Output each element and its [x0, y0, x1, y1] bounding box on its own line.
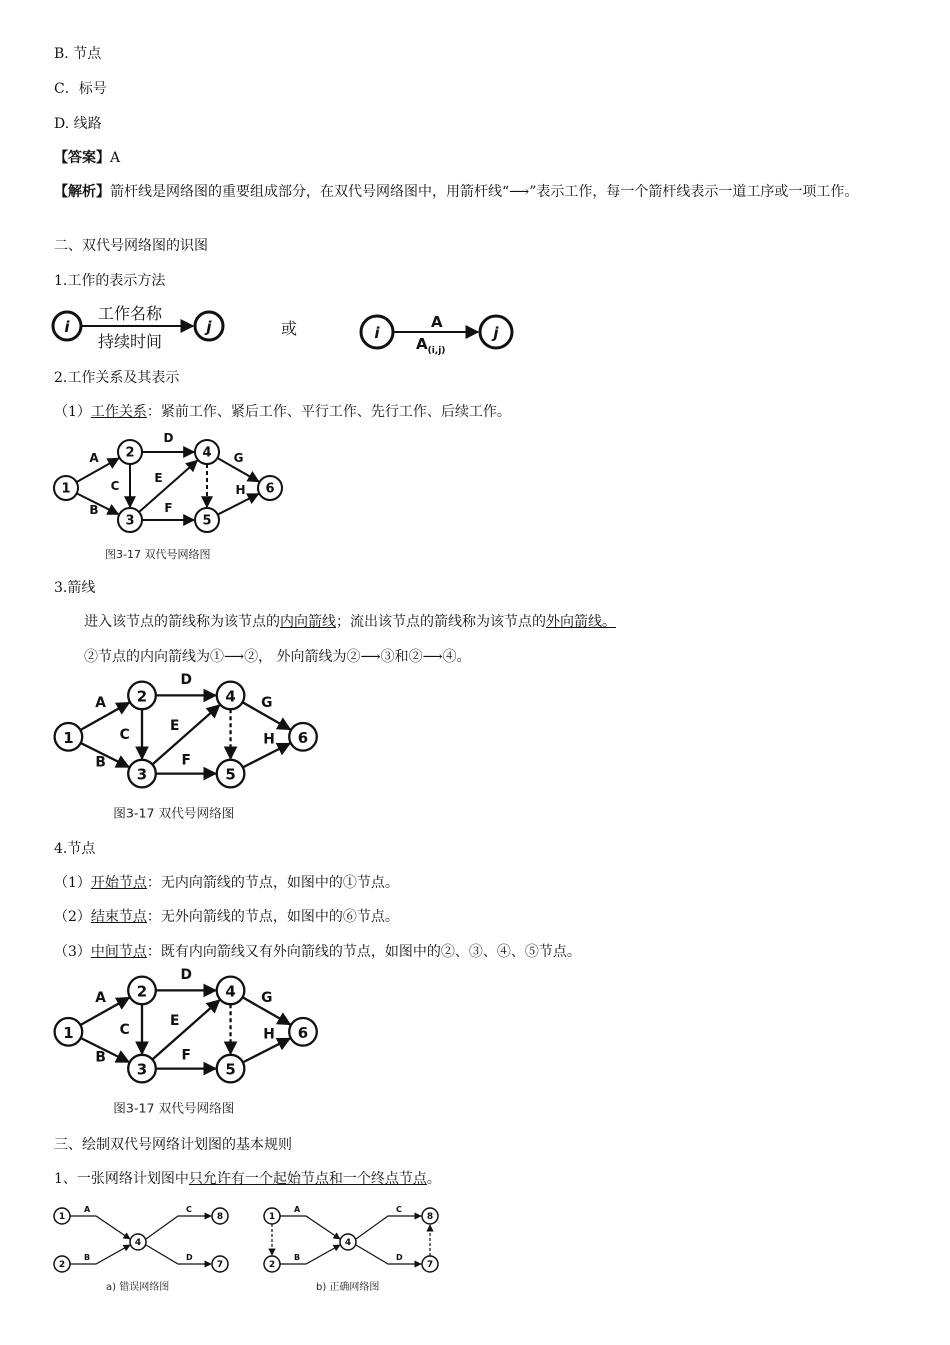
s4-item-2-text: ：无外向箭线的节点，如图中的⑥节点。: [146, 909, 399, 925]
option-d: D. 线路: [54, 116, 102, 132]
rule-label-B: B: [84, 1253, 91, 1262]
s1-title: 1.工作的表示方法: [54, 273, 166, 289]
node-i-label: i: [64, 318, 70, 336]
arrow-label-G: G: [261, 694, 273, 711]
arrow-label-H: H: [263, 1026, 275, 1043]
node-1-label: 1: [63, 1023, 74, 1042]
arrow-label-D: D: [180, 671, 193, 688]
arrow-4-7: [356, 1245, 421, 1264]
s4-item-2-term: 结束节点: [90, 909, 147, 925]
rule-node-7-label: 7: [216, 1260, 224, 1270]
node-2-label: 2: [136, 687, 148, 706]
arrow-label-C: C: [119, 1022, 130, 1039]
rule-1: [54, 1170, 441, 1188]
arrow-4-8: [146, 1216, 211, 1239]
rule-label-C: C: [186, 1205, 192, 1214]
answer-value: A: [110, 150, 121, 166]
option-c: C．标号: [54, 81, 107, 97]
arrow-label-D: D: [163, 431, 174, 445]
arrow-label-E: E: [154, 471, 163, 485]
s2-item1: [54, 403, 511, 421]
arrow-label-G: G: [261, 989, 273, 1006]
arrow-2-4: [280, 1245, 340, 1264]
arrow-label-A: A: [89, 451, 99, 465]
section2-title: 二、双代号网络图的识图: [54, 238, 208, 254]
arrow-label-G: G: [233, 451, 244, 465]
arrow-4-7: [146, 1245, 211, 1264]
network-figure-1: [50, 431, 300, 571]
s2-item1-text: ：紧前工作、紧后工作、平行工作、先行工作、后续工作。: [146, 404, 511, 420]
s2-title: 2.工作关系及其表示: [54, 370, 180, 386]
arrow-label-F: F: [181, 1047, 191, 1064]
s4-item-1-prefix: （1）: [54, 875, 91, 891]
s4-item-1: [54, 874, 399, 892]
s3-title: 3.箭线: [54, 580, 96, 596]
rule-node-2-label: 2: [58, 1260, 66, 1270]
s4-item-2-prefix: （2）: [54, 909, 91, 925]
analysis-paragraph: [54, 184, 896, 201]
analysis-label: 【解析】: [54, 184, 110, 200]
s4-item-3-term: 中间节点: [90, 944, 147, 960]
arrow-label-C: C: [110, 479, 120, 493]
node-3-label: 3: [136, 1060, 148, 1079]
work-notation-figure: [50, 300, 530, 360]
rule-1-term: 只允许有一个起始节点和一个终点节点: [188, 1171, 427, 1187]
figure-caption: 图3-17 双代号网络图: [113, 805, 235, 821]
node-4-label: 4: [202, 445, 212, 461]
rule-node-2-label: 2: [268, 1260, 276, 1270]
node-2-label: 2: [125, 445, 135, 461]
arrow-label-A: A: [95, 989, 106, 1006]
arrow-label-F: F: [164, 501, 173, 515]
s3-p1-term2: 外向箭线。: [546, 614, 616, 630]
s2-item1-term: 工作关系: [90, 404, 147, 420]
node-6-label: 6: [297, 1023, 309, 1042]
s4-item-3-text: ：既有内向箭线又有外向箭线的节点，如图中的②、③、④、⑤节点。: [146, 944, 581, 960]
s4-item-1-text: ：无内向箭线的节点，如图中的①节点。: [146, 875, 399, 891]
analysis-text: 箭杆线是网络图的重要组成部分，在双代号网络图中，用箭杆线“⟶”表示工作，每一个箭杆线表示一道工序或一项工作。: [110, 184, 859, 200]
rule-node-8-label: 8: [216, 1212, 224, 1222]
node-5-label: 5: [202, 513, 212, 529]
node-5-label: 5: [225, 765, 236, 784]
arrow-label-F: F: [181, 752, 191, 769]
node-1-label: 1: [61, 481, 71, 497]
s3-p1-b: ；流出该节点的箭线称为该节点的: [336, 614, 546, 630]
node-4-label: 4: [225, 687, 236, 706]
s3-p1-term1: 内向箭线: [280, 614, 336, 630]
node-1-label: 1: [63, 728, 74, 747]
node-j2-label: j: [493, 324, 499, 342]
arrow-1-4: [280, 1216, 340, 1239]
node-j-label: j: [206, 318, 212, 336]
section3-title: 三、绘制双代号网络计划图的基本规则: [54, 1137, 292, 1153]
fig-b-caption: b) 正确网络图: [316, 1282, 380, 1293]
rule-node-1-label: 1: [268, 1212, 276, 1222]
arrow-label-H: H: [235, 483, 246, 497]
node-5-label: 5: [225, 1060, 236, 1079]
arrow-label-E: E: [170, 717, 180, 734]
network-figure-2: [50, 671, 330, 832]
node-3-label: 3: [136, 765, 148, 784]
rule-1-prefix: 1、一张网络计划图中: [54, 1171, 189, 1187]
network-figure-3: [50, 966, 330, 1127]
arrow-2-4: [70, 1245, 130, 1264]
rule-label-D: D: [186, 1253, 193, 1262]
arrow-1-4: [70, 1216, 130, 1239]
arrow-label-B: B: [95, 754, 106, 771]
rule-label-C: C: [396, 1205, 402, 1214]
node-6-label: 6: [265, 481, 275, 497]
s3-paragraph-1: [84, 613, 616, 631]
node-4-label: 4: [225, 982, 236, 1001]
rule-node-1-label: 1: [58, 1212, 66, 1222]
answer-line: [54, 149, 120, 167]
s4-item-1-term: 开始节点: [90, 875, 147, 891]
arrow-a-label: A: [431, 313, 443, 331]
option-b: B. 节点: [54, 46, 102, 62]
rule-node-8-label: 8: [426, 1212, 434, 1222]
rule-label-D: D: [396, 1253, 403, 1262]
s3-p1-a: 进入该节点的箭线称为该节点的: [84, 614, 280, 630]
figure-caption: 图3-17 双代号网络图: [105, 548, 211, 561]
s3-paragraph-2: ②节点的内向箭线为①⟶②， 外向箭线为②⟶③和②⟶④。: [84, 649, 471, 665]
rule-node-7-label: 7: [426, 1260, 434, 1270]
arrow-a-sub-label: $A_{(i,j)}$: [416, 335, 446, 356]
rule-1-suffix: 。: [426, 1171, 441, 1187]
rule-label-A: A: [294, 1205, 301, 1214]
node-i2-label: i: [374, 324, 380, 342]
arrow-label-D: D: [180, 966, 193, 983]
s4-title: 4.节点: [54, 841, 96, 857]
or-label: 或: [281, 319, 298, 338]
s2-item1-prefix: （1）: [54, 404, 91, 420]
rule-label-A: A: [84, 1205, 91, 1214]
rule-label-B: B: [294, 1253, 301, 1262]
rule-node-4-label: 4: [134, 1238, 142, 1248]
figure-caption: 图3-17 双代号网络图: [113, 1100, 235, 1116]
work-name-label: 工作名称: [98, 304, 163, 323]
arrow-label-H: H: [263, 731, 275, 748]
rule-node-4-label: 4: [344, 1238, 352, 1248]
arrow-4-8: [356, 1216, 421, 1239]
node-2-label: 2: [136, 982, 148, 1001]
arrow-label-B: B: [89, 503, 99, 517]
arrow-label-C: C: [119, 727, 130, 744]
rule-figures: [50, 1200, 470, 1300]
arrow-label-A: A: [95, 694, 106, 711]
arrow-label-B: B: [95, 1049, 106, 1066]
node-3-label: 3: [125, 513, 135, 529]
arrow-label-E: E: [170, 1012, 180, 1029]
s4-item-3-prefix: （3）: [54, 944, 91, 960]
fig-a-caption: a) 错误网络图: [106, 1282, 170, 1293]
s4-item-3: [54, 943, 581, 961]
node-6-label: 6: [297, 728, 309, 747]
duration-label: 持续时间: [98, 332, 163, 351]
answer-label: 【答案】: [54, 150, 110, 166]
s4-item-2: [54, 908, 399, 926]
